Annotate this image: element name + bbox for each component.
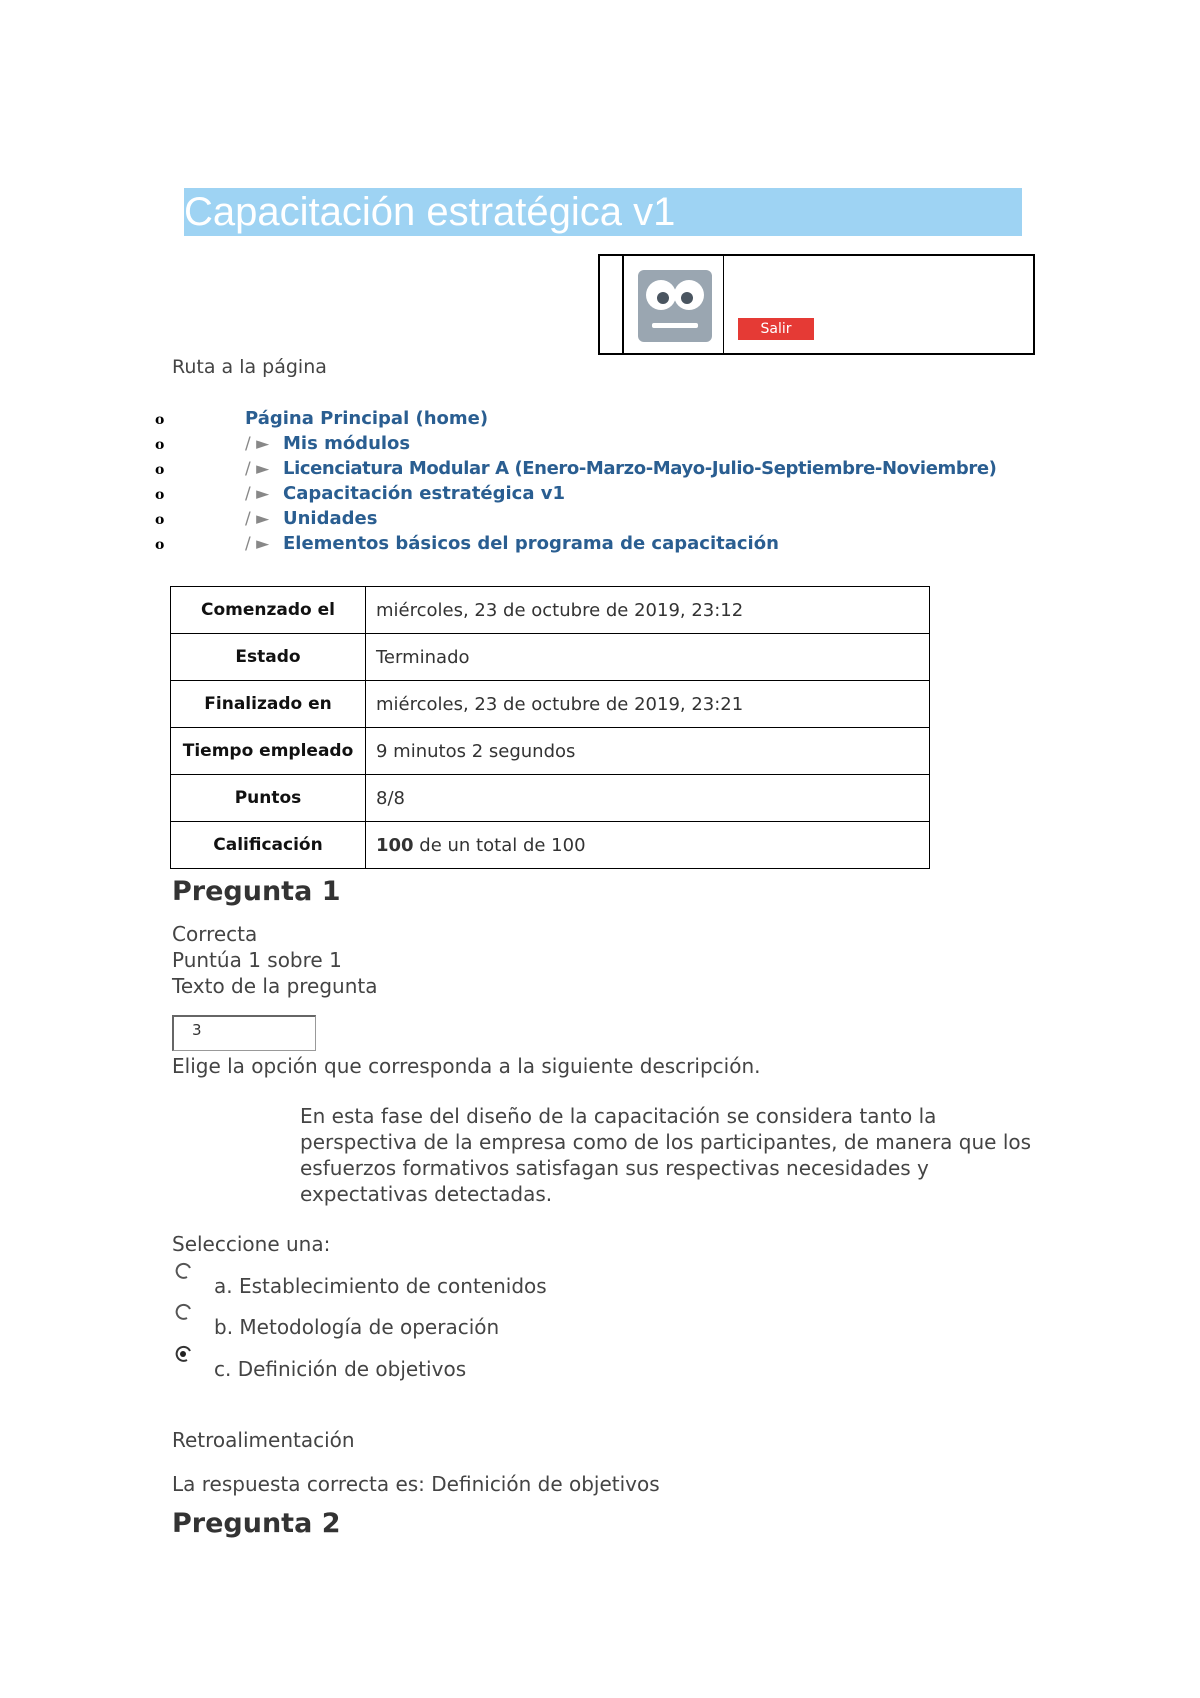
summary-label: Tiempo empleado (171, 728, 366, 775)
breadcrumb-home-link[interactable]: Página Principal (home) (245, 408, 489, 429)
user-menu-box (598, 254, 1035, 355)
table-row (171, 681, 930, 728)
question-text-label: Texto de la pregunta (172, 974, 378, 998)
list-bullet: o (155, 412, 165, 428)
radio-option-a[interactable] (175, 1262, 193, 1280)
select-one-label: Seleccione una: (172, 1232, 331, 1256)
summary-value: 8/8 (366, 775, 930, 822)
breadcrumb-separator: / ► (245, 459, 270, 479)
summary-label: Estado (171, 634, 366, 681)
list-bullet: o (155, 512, 165, 528)
summary-label: Puntos (171, 775, 366, 822)
option-a-label[interactable]: a. Establecimiento de contenidos (214, 1274, 547, 1298)
breadcrumb-separator: / ► (245, 484, 270, 504)
divider (622, 256, 624, 353)
breadcrumb-my-modules-link[interactable]: Mis módulos (283, 433, 411, 454)
breadcrumb-separator: / ► (245, 509, 270, 529)
breadcrumb-program-link[interactable]: Licenciatura Modular A (Enero-Marzo-Mayo-Julio-Septiembre-Noviembre) (283, 458, 997, 479)
breadcrumb-units-link[interactable]: Unidades (283, 508, 378, 529)
summary-value (366, 822, 930, 869)
grade-value: 100 (376, 834, 414, 856)
radio-option-b[interactable] (175, 1303, 193, 1321)
list-bullet: o (155, 487, 165, 503)
radio-option-c-selected[interactable] (175, 1345, 193, 1363)
summary-value: miércoles, 23 de octubre de 2019, 23:12 (366, 587, 930, 634)
user-avatar-icon[interactable] (636, 267, 714, 345)
question-prompt: Elige la opción que corresponda a la siguiente descripción. (172, 1054, 761, 1078)
table-row (171, 775, 930, 822)
summary-value: Terminado (366, 634, 930, 681)
breadcrumb-separator: / ► (245, 434, 270, 454)
description-line: perspectiva de la empresa como de los participantes, de manera que los (300, 1130, 1032, 1154)
table-row (171, 634, 930, 681)
description-line: En esta fase del diseño de la capacitación se considera tanto la (300, 1104, 937, 1128)
summary-label: Calificación (171, 822, 366, 869)
summary-value: miércoles, 23 de octubre de 2019, 23:21 (366, 681, 930, 728)
feedback-text: La respuesta correcta es: Definición de objetivos (172, 1472, 660, 1496)
summary-value: 9 minutos 2 segundos (366, 728, 930, 775)
divider (723, 256, 724, 353)
summary-label: Comenzado el (171, 587, 366, 634)
logout-button[interactable]: Salir (738, 318, 814, 340)
breadcrumb-heading: Ruta a la página (172, 356, 327, 378)
table-row (171, 822, 930, 869)
question-1-heading: Pregunta 1 (172, 876, 341, 907)
list-bullet: o (155, 462, 165, 478)
question-2-heading: Pregunta 2 (172, 1508, 341, 1539)
description-line: expectativas detectadas. (300, 1182, 553, 1206)
table-row (171, 587, 930, 634)
question-score: Puntúa 1 sobre 1 (172, 948, 342, 972)
list-bullet: o (155, 537, 165, 553)
grade-total: de un total de 100 (413, 834, 586, 856)
question-status: Correcta (172, 922, 258, 946)
course-title: Capacitación estratégica v1 (184, 188, 1022, 236)
summary-label: Finalizado en (171, 681, 366, 728)
breadcrumb-separator: / ► (245, 534, 270, 554)
description-line: esfuerzos formativos satisfagan sus respectivas necesidades y (300, 1156, 929, 1180)
table-row (171, 728, 930, 775)
option-b-label[interactable]: b. Metodología de operación (214, 1315, 500, 1339)
list-bullet: o (155, 437, 165, 453)
attempt-summary-table (170, 586, 930, 869)
question-number-field[interactable]: 3 (172, 1015, 316, 1051)
breadcrumb-unit-link[interactable]: Elementos básicos del programa de capacitación (283, 533, 779, 554)
option-c-label[interactable]: c. Definición de objetivos (214, 1357, 467, 1381)
breadcrumb-course-link[interactable]: Capacitación estratégica v1 (283, 483, 566, 504)
feedback-heading: Retroalimentación (172, 1428, 355, 1452)
